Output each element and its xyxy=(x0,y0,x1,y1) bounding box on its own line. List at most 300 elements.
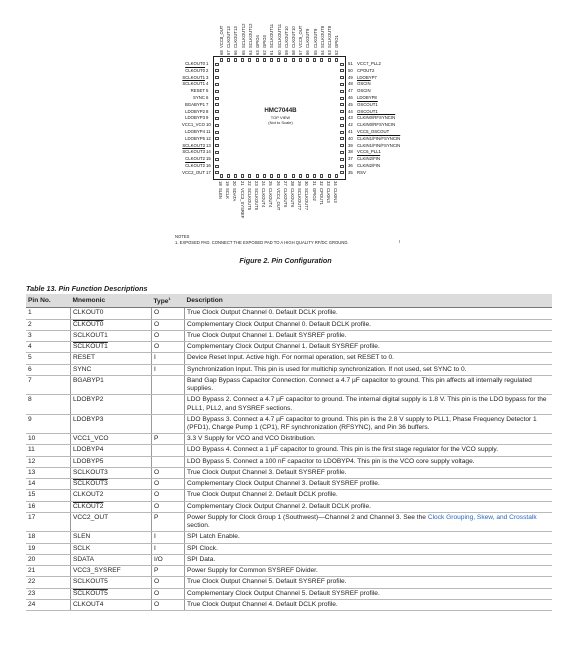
pin-pad-top xyxy=(335,58,338,62)
pin-number-right: 41 xyxy=(348,129,353,134)
cell-pin-no: 5 xyxy=(26,353,71,364)
pin-pad-bottom xyxy=(263,174,266,178)
cell-description: True Clock Output Channel 1. Default SYSREF profile. xyxy=(185,330,553,341)
pin-label-top: SCLKOUT12 xyxy=(247,23,253,48)
cell-pin-no: 4 xyxy=(26,342,71,353)
pin-number-left: 10 xyxy=(206,122,211,128)
table-row xyxy=(26,599,552,610)
pin-pad-left xyxy=(215,144,219,147)
pin-pad-bottom xyxy=(277,174,280,178)
table-row xyxy=(26,319,552,330)
cell-type: I xyxy=(152,532,185,543)
pin-number-top: 58 xyxy=(291,50,296,55)
pin-label-top: SCLKOUT11 xyxy=(269,23,275,48)
pin-label-left: LDOBYP4 xyxy=(185,129,205,134)
pin-number-left: 17 xyxy=(206,169,211,175)
pin-pad-right xyxy=(340,144,344,147)
pin-label-top: SCLKOUT8 xyxy=(319,25,325,48)
cell-mnemonic: LDOBYP4 xyxy=(71,445,152,456)
cell-pin-no: 21 xyxy=(26,566,71,577)
cell-pin-no: 23 xyxy=(26,588,71,599)
cell-description: True Clock Output Channel 0. Default DCLK profile. xyxy=(185,308,553,319)
chip-package-outline xyxy=(213,56,346,180)
pin-number-left: 7 xyxy=(206,101,209,107)
pin-label-left: SCLKOUT3 xyxy=(182,149,205,155)
cell-type xyxy=(152,395,185,414)
pin-number-left: 4 xyxy=(206,81,209,87)
pin-pad-right xyxy=(340,165,344,168)
cell-mnemonic: LDOBYP3 xyxy=(71,414,152,433)
cell-type xyxy=(152,414,185,433)
pin-pad-top xyxy=(241,58,244,62)
pin-label-left: SCLKOUT1 xyxy=(182,74,205,80)
pin-number-right: 42 xyxy=(348,122,353,128)
table-row xyxy=(26,467,552,478)
pin-pad-right xyxy=(340,117,344,120)
pin-number-bottom: 26 xyxy=(275,181,281,186)
cell-pin-no: 15 xyxy=(26,490,71,501)
table-row xyxy=(26,577,552,588)
pin-number-top: 62 xyxy=(262,50,268,55)
pin-label-left: CLKOUT2 xyxy=(185,163,205,168)
cell-mnemonic: LDOBYP2 xyxy=(71,395,152,414)
cell-description: SPI Clock. xyxy=(185,543,553,554)
cell-type: O xyxy=(152,599,185,610)
pin-number-right: 43 xyxy=(348,115,353,121)
pin-pad-left xyxy=(215,165,219,168)
cell-mnemonic: VCC1_VCO xyxy=(71,434,152,445)
cell-pin-no: 18 xyxy=(26,532,71,543)
cell-mnemonic: SCLKOUT1 xyxy=(71,330,152,341)
cell-description: 3.3 V Supply for VCO and VCO Distribution. xyxy=(185,434,553,445)
cell-description: True Clock Output Channel 5. Default SYSREF profile. xyxy=(185,577,553,588)
pin-number-left: 5 xyxy=(206,88,209,94)
table-row xyxy=(26,456,552,467)
table-row xyxy=(26,543,552,554)
pin-label-left: SYNC xyxy=(193,95,205,100)
pin-pad-right xyxy=(340,76,344,79)
cell-mnemonic: SLEN xyxy=(71,532,152,543)
pin-label-right: VCC5_OSCOUT xyxy=(357,129,390,134)
pin-pad-left xyxy=(215,117,219,120)
pin-number-right: 49 xyxy=(348,74,353,80)
pin-pad-bottom xyxy=(270,174,273,178)
pin-label-bottom: CLKOUT6 xyxy=(282,188,288,208)
pin-pad-bottom xyxy=(328,174,331,178)
pin-pad-right xyxy=(340,151,344,154)
table-row xyxy=(26,588,552,599)
pin-number-bottom: 18 xyxy=(218,181,223,186)
pin-label-bottom: VCC3_SYSREF xyxy=(239,188,245,219)
pin-label-right: CLKIN1/FIN/FSYNCIN xyxy=(357,142,401,148)
cell-mnemonic: SCLKOUT5 xyxy=(71,588,152,599)
table-row xyxy=(26,554,552,565)
pin-pad-top xyxy=(328,58,331,62)
cell-description: True Clock Output Channel 3. Default SYSREF profile. xyxy=(185,467,553,478)
cell-pin-no: 8 xyxy=(26,395,71,414)
header-type: Type$^1$ xyxy=(152,294,185,308)
cell-pin-no: 12 xyxy=(26,456,71,467)
cell-mnemonic: VCC3_SYSREF xyxy=(71,566,152,577)
pin-number-left: 11 xyxy=(206,129,211,134)
pin-pad-top xyxy=(292,58,295,62)
pin-pad-top xyxy=(263,58,266,62)
header-mnemonic: Mnemonic xyxy=(71,294,152,308)
cell-pin-no: 6 xyxy=(26,364,71,375)
cell-type: O xyxy=(152,501,185,512)
pin-label-right: CPOUT2 xyxy=(357,67,375,73)
pin-label-left: CLKOUT2 xyxy=(185,156,205,162)
pin-pad-top xyxy=(220,58,223,62)
pin-label-top: GPIO3 xyxy=(262,35,268,48)
cell-mnemonic: SCLK xyxy=(71,543,152,554)
cell-pin-no: 17 xyxy=(26,512,71,531)
pin-number-top: 63 xyxy=(255,50,260,55)
cell-pin-no: 7 xyxy=(26,375,71,394)
pin-pad-right xyxy=(340,90,344,93)
pin-label-right: OSCIN xyxy=(357,81,371,87)
pin-pad-left xyxy=(215,90,219,93)
pin-number-right: 48 xyxy=(348,81,353,87)
pin-number-right: 35 xyxy=(348,169,353,175)
cell-pin-no: 11 xyxy=(26,445,71,456)
pin-pad-top xyxy=(270,58,273,62)
cell-type: O xyxy=(152,577,185,588)
cell-description: Complementary Clock Output Channel 2. Default DCLK profile. xyxy=(185,501,553,512)
table-row xyxy=(26,479,552,490)
cell-type: P xyxy=(152,434,185,445)
pin-number-left: 9 xyxy=(206,115,209,121)
cell-type: O xyxy=(152,467,185,478)
cell-mnemonic: SDATA xyxy=(71,554,152,565)
pin-number-top: 55 xyxy=(312,50,318,55)
pin-number-bottom: 28 xyxy=(290,181,295,186)
cell-mnemonic: VCC2_OUT xyxy=(71,512,152,531)
pin-label-bottom: SCLKOUT5 xyxy=(254,188,259,211)
pin-label-top: SCLKOUT11 xyxy=(276,23,282,48)
pin-number-bottom: 19 xyxy=(225,181,231,186)
pin-number-right: 45 xyxy=(348,101,353,107)
pin-label-right: CLKIN2/FIN xyxy=(357,163,381,168)
cell-type xyxy=(152,375,185,394)
pin-number-top: 56 xyxy=(305,50,311,55)
pin-number-top: 67 xyxy=(226,50,232,55)
pin-number-right: 39 xyxy=(348,142,353,148)
pin-pad-right xyxy=(340,63,344,66)
pin-number-right: 47 xyxy=(348,88,353,94)
pin-pad-right xyxy=(340,103,344,106)
pin-label-bottom: SLEN xyxy=(218,188,223,199)
pin-label-right: CLKIN2/FIN xyxy=(357,156,381,162)
cell-description: Complementary Clock Output Channel 3. Default SYSREF profile. xyxy=(185,479,553,490)
cell-mnemonic: CLKOUT0 xyxy=(71,308,152,319)
pin-pad-bottom xyxy=(241,174,244,178)
pin-label-bottom: SDATA xyxy=(232,188,238,202)
pin-number-top: 64 xyxy=(247,50,253,55)
pin-label-left: BGABYP1 xyxy=(184,101,205,107)
pin-label-right: RSV xyxy=(357,169,366,175)
pin-number-right: 38 xyxy=(348,149,353,155)
cell-mnemonic: BGABYP1 xyxy=(71,375,152,394)
cell-pin-no: 14 xyxy=(26,479,71,490)
pin-number-bottom: 34 xyxy=(333,181,339,186)
pin-function-table xyxy=(26,294,552,611)
table-row xyxy=(26,566,552,577)
pin-pad-left xyxy=(215,103,219,106)
pin-number-bottom: 23 xyxy=(254,181,259,186)
cell-mnemonic: SYNC xyxy=(71,364,152,375)
table-row xyxy=(26,342,552,353)
pin-label-right: VCC7_PLL2 xyxy=(357,61,381,66)
cell-mnemonic: CLKOUT2 xyxy=(71,501,152,512)
cell-pin-no: 10 xyxy=(26,434,71,445)
pin-number-left: 12 xyxy=(206,135,211,141)
cell-type: P xyxy=(152,566,185,577)
pin-label-left: VCC1_VCO xyxy=(181,122,205,128)
pin-label-left: LDOBYP3 xyxy=(185,115,205,121)
pin-pad-right xyxy=(340,83,344,86)
pin-label-bottom: SCLKOUT7 xyxy=(297,188,303,211)
pin-label-bottom: CLKOUT4 xyxy=(261,188,267,208)
pin-label-bottom: CLKOUT4 xyxy=(268,188,274,208)
pin-label-top: CLKOUT10 xyxy=(283,26,289,48)
cell-pin-no: 16 xyxy=(26,501,71,512)
pin-number-bottom: 32 xyxy=(318,181,324,186)
pin-label-top: VCC8_OUT xyxy=(219,25,224,48)
pin-label-top: GPIO1 xyxy=(334,35,340,48)
pin-pad-left xyxy=(215,63,219,66)
table-row xyxy=(26,445,552,456)
pin-number-right: 44 xyxy=(348,108,353,114)
pin-number-left: 6 xyxy=(206,95,209,100)
pin-pad-left xyxy=(215,124,219,127)
cell-pin-no: 22 xyxy=(26,577,71,588)
cell-pin-no: 13 xyxy=(26,467,71,478)
pin-number-bottom: 24 xyxy=(261,181,267,186)
chip-part-number: HMC7044B xyxy=(264,107,297,114)
pin-label-top: GPIO4 xyxy=(255,35,260,48)
pin-pad-top xyxy=(299,58,302,62)
pin-pad-top xyxy=(227,58,230,62)
pin-label-left: SCLKOUT1 xyxy=(182,81,205,87)
pin-pad-top xyxy=(320,58,323,62)
notes-text: 1. EXPOSED PAD. CONNECT THE EXPOSED PAD TO A HIGH QUALITY RF/DC GROUND. xyxy=(175,240,349,245)
pin-pad-top xyxy=(256,58,259,62)
cell-pin-no: 9 xyxy=(26,414,71,433)
cell-mnemonic: CLKOUT0 xyxy=(71,319,152,330)
cell-description: Complementary Clock Output Channel 0. Default DCLK profile. xyxy=(185,319,553,330)
pin-label-bottom: SCLKOUT5 xyxy=(246,188,252,211)
pin-pad-left xyxy=(215,76,219,79)
pin-number-left: 1 xyxy=(206,61,209,66)
pin-pad-bottom xyxy=(335,174,338,178)
cell-type: O xyxy=(152,588,185,599)
table-row xyxy=(26,364,552,375)
chip-scale-note: (Not to Scale) xyxy=(268,120,293,125)
pin-pad-bottom xyxy=(313,174,316,178)
pin-number-bottom: 29 xyxy=(297,181,303,186)
pin-number-top: 60 xyxy=(276,50,282,55)
pin-number-bottom: 31 xyxy=(311,181,317,186)
pin-pad-left xyxy=(215,151,219,154)
pin-pad-left xyxy=(215,158,219,161)
pin-number-bottom: 27 xyxy=(282,181,288,186)
cell-description: LDO Bypass 5. Connect a 100 nF capacitor to LDOBYP4. This pin is the VCO core supply voltage. xyxy=(185,456,553,467)
pin-label-bottom: CLKOUT6 xyxy=(290,188,295,208)
pin-pad-bottom xyxy=(320,174,323,178)
cell-description: Synchronization Input. This pin is used for multichip synchronization. If not used, set SYNC to 0. xyxy=(185,364,553,375)
table-row xyxy=(26,375,552,394)
figure-id-mark: ı xyxy=(399,239,401,245)
pin-number-bottom: 25 xyxy=(268,181,274,186)
pin-pad-top xyxy=(284,58,287,62)
cell-description: Power Supply for Clock Group 1 (Southwest)—Channel 2 and Channel 3. See the Clock Grouping, Skew, and Crosstalk section. xyxy=(185,512,553,531)
cell-pin-no: 19 xyxy=(26,543,71,554)
pin-label-bottom: SCLKOUT7 xyxy=(304,188,310,211)
cell-description: LDO Bypass 4. Connect a 1 µF capacitor to ground. This pin is the first stage regulator for the VCO supply. xyxy=(185,445,553,456)
pin-number-top: 57 xyxy=(298,50,304,55)
pin-pad-left xyxy=(215,83,219,86)
cell-type: I xyxy=(152,543,185,554)
cell-description: LDO Bypass 3. Connect a 4.7 µF capacitor to ground. This pin is the 2.8 V supply to PLL1, Phase Frequency Detector 1 (PFD1), Charge Pump 1 (CP1), RF synchronization (RFSYNC), and Pin 36 buffers. xyxy=(185,414,553,433)
section-link[interactable]: Clock Grouping, Skew, and Crosstalk xyxy=(427,513,537,521)
pin-pad-left xyxy=(215,97,219,100)
table-row xyxy=(26,490,552,501)
table-row xyxy=(26,353,552,364)
pin-pad-bottom xyxy=(299,174,302,178)
cell-pin-no: 1 xyxy=(26,308,71,319)
pin-number-top: 52 xyxy=(334,50,340,55)
pin-number-top: 59 xyxy=(283,50,289,55)
table-row xyxy=(26,532,552,543)
cell-type: O xyxy=(152,330,185,341)
chip-view-label: TOP VIEW xyxy=(270,115,291,120)
pin-pad-right xyxy=(340,137,344,140)
pin-pad-bottom xyxy=(306,174,309,178)
pin-label-bottom: GPIO2 xyxy=(311,188,317,201)
pin-label-bottom: VCC4_OUT xyxy=(275,188,281,211)
pin-number-bottom: 33 xyxy=(326,181,331,186)
pin-label-top: CLKOUT9 xyxy=(305,28,311,48)
cell-description: LDO Bypass 2. Connect a 4.7 µF capacitor to ground. The internal digital supply is 1.8 V. This pin is the LDO bypass for the PLL1, PLL2, and SYSREF sections. xyxy=(185,395,553,414)
pin-label-left: SCLKOUT3 xyxy=(182,142,205,148)
pin-label-right: OSCIN xyxy=(357,88,371,94)
pin-pad-left xyxy=(215,69,219,72)
pin-label-top: CLKOUT13 xyxy=(233,26,239,48)
pin-pad-bottom xyxy=(220,174,223,178)
pin-label-bottom: CPOUT1 xyxy=(318,188,324,205)
pin-number-top: 53 xyxy=(327,50,332,55)
type-footnote-mark: 1 xyxy=(168,295,171,301)
pin-pad-top xyxy=(234,58,237,62)
pin-number-left: 2 xyxy=(206,67,209,73)
cell-pin-no: 20 xyxy=(26,554,71,565)
table-row xyxy=(26,330,552,341)
table-header-row xyxy=(26,294,552,308)
pin-pad-bottom xyxy=(292,174,295,178)
pin-label-top: CLKOUT10 xyxy=(291,26,296,48)
pin-number-right: 46 xyxy=(348,95,353,100)
header-description: Description xyxy=(185,294,553,308)
pin-number-top: 54 xyxy=(319,50,325,55)
pin-number-right: 37 xyxy=(348,156,353,162)
pin-number-left: 8 xyxy=(206,108,209,114)
pin-pad-bottom xyxy=(234,174,237,178)
pin-pad-right xyxy=(340,171,344,174)
table-row xyxy=(26,308,552,319)
cell-type: I xyxy=(152,364,185,375)
pin-label-top: CLKOUT9 xyxy=(312,28,318,48)
pin-number-left: 14 xyxy=(206,149,211,155)
table-title: Table 13. Pin Function Descriptions xyxy=(26,284,148,293)
pin-label-right: LDOBYP8 xyxy=(357,95,377,100)
cell-description: Complementary Clock Output Channel 5. Default SYSREF profile. xyxy=(185,588,553,599)
cell-pin-no: 2 xyxy=(26,319,71,330)
pin-label-left: LDOBYP2 xyxy=(185,108,205,114)
cell-mnemonic: CLKOUT2 xyxy=(71,490,152,501)
cell-pin-no: 24 xyxy=(26,599,71,610)
pin-pad-right xyxy=(340,69,344,72)
pin-pad-bottom xyxy=(227,174,230,178)
pin-number-right: 50 xyxy=(348,67,353,73)
pin-pad-right xyxy=(340,97,344,100)
pin-pad-left xyxy=(215,131,219,134)
pin-number-bottom: 22 xyxy=(246,181,252,186)
cell-mnemonic: SCLKOUT5 xyxy=(71,577,152,588)
cell-description: SPI Latch Enable. xyxy=(185,532,553,543)
pin-pad-top xyxy=(313,58,316,62)
pin-label-bottom: CLKIN3 xyxy=(326,188,331,203)
cell-mnemonic: SCLKOUT3 xyxy=(71,467,152,478)
cell-description: Complementary Clock Output Channel 1. Default SYSREF profile. xyxy=(185,342,553,353)
pin-label-bottom: CLKIN3 xyxy=(333,188,339,203)
pin-label-right: CLKIN0/RFSYNCIN xyxy=(357,122,396,128)
pin-label-right: LDOBYP7 xyxy=(357,74,377,80)
cell-type: O xyxy=(152,308,185,319)
pin-pad-left xyxy=(215,110,219,113)
pin-number-bottom: 21 xyxy=(239,181,245,186)
cell-type: I xyxy=(152,353,185,364)
pin-label-left: RESET xyxy=(190,88,205,94)
pin-label-top: SCLKOUT12 xyxy=(240,23,246,48)
pin-pad-bottom xyxy=(248,174,251,178)
pin-pad-bottom xyxy=(284,174,287,178)
pin-pad-top xyxy=(277,58,280,62)
cell-mnemonic: SCLKOUT3 xyxy=(71,479,152,490)
pin-pad-right xyxy=(340,124,344,127)
pin-number-bottom: 30 xyxy=(304,181,310,186)
pin-number-top: 65 xyxy=(240,50,246,55)
pin-number-right: 36 xyxy=(348,163,353,168)
pin-pad-top xyxy=(248,58,251,62)
table-row xyxy=(26,512,552,531)
cell-mnemonic: RESET xyxy=(71,353,152,364)
cell-type: O xyxy=(152,342,185,353)
pin-number-bottom: 20 xyxy=(232,181,238,186)
pin-number-left: 15 xyxy=(206,156,211,162)
pin-pad-left xyxy=(215,137,219,140)
pin-label-top: CLKOUT13 xyxy=(226,26,232,48)
table-row xyxy=(26,434,552,445)
header-pin-no: Pin No. xyxy=(26,294,71,308)
pin-pad-right xyxy=(340,158,344,161)
cell-type xyxy=(152,445,185,456)
pin-label-right: CLKIN0/RFSYNCIN xyxy=(357,115,396,121)
pin-number-left: 13 xyxy=(206,142,211,148)
cell-description: True Clock Output Channel 4. Default DCLK profile. xyxy=(185,599,553,610)
cell-description: Power Supply for Common SYSREF Divider. xyxy=(185,566,553,577)
table-row xyxy=(26,395,552,414)
